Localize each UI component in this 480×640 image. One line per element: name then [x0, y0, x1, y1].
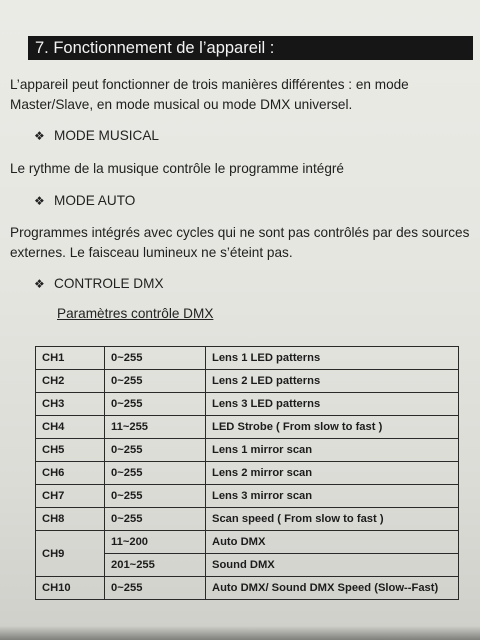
- mode-auto-heading: [34, 192, 135, 210]
- function-cell: Lens 1 LED patterns: [206, 347, 459, 370]
- channel-cell: CH10: [36, 577, 105, 600]
- table-row: [36, 531, 459, 554]
- mode-auto-description: Programmes intégrés avec cycles qui ne sont pas contrôlés par des sources externes. Le faisceau lumineux ne s’éteint pas.: [10, 225, 470, 260]
- range-cell: 11~255: [105, 416, 206, 439]
- range-cell: 0~255: [105, 577, 206, 600]
- function-cell: Lens 3 LED patterns: [206, 393, 459, 416]
- diamond-bullet-icon: ❖: [34, 277, 45, 291]
- channel-cell: CH4: [36, 416, 105, 439]
- function-cell: LED Strobe ( From slow to fast ): [206, 416, 459, 439]
- channel-cell: CH1: [36, 347, 105, 370]
- function-cell: Lens 2 mirror scan: [206, 462, 459, 485]
- range-cell: 0~255: [105, 485, 206, 508]
- function-cell: Lens 2 LED patterns: [206, 370, 459, 393]
- channel-cell: CH6: [36, 462, 105, 485]
- mode-musical-heading: [34, 127, 159, 145]
- range-cell: 201~255: [105, 554, 206, 577]
- function-cell: Auto DMX/ Sound DMX Speed (Slow--Fast): [206, 577, 459, 600]
- function-cell: Sound DMX: [206, 554, 459, 577]
- channel-cell: CH2: [36, 370, 105, 393]
- diamond-bullet-icon: ❖: [34, 194, 45, 208]
- dmx-table: [35, 346, 459, 600]
- table-row: [36, 393, 459, 416]
- diamond-bullet-icon: ❖: [34, 129, 45, 143]
- channel-cell: CH5: [36, 439, 105, 462]
- table-row: [36, 347, 459, 370]
- dmx-parameters-subtitle: Paramètres contrôle DMX: [57, 306, 214, 321]
- channel-cell: CH7: [36, 485, 105, 508]
- table-row: [36, 439, 459, 462]
- table-row: [36, 370, 459, 393]
- mode-title: MODE AUTO: [54, 193, 136, 208]
- function-cell: Auto DMX: [206, 531, 459, 554]
- function-cell: Lens 3 mirror scan: [206, 485, 459, 508]
- mode-musical-description: Le rythme de la musique contrôle le programme intégré: [10, 161, 344, 176]
- mode-title: MODE MUSICAL: [54, 128, 159, 143]
- table-row: [36, 577, 459, 600]
- table-row: [36, 416, 459, 439]
- channel-cell: CH9: [36, 531, 105, 577]
- table-row: [36, 485, 459, 508]
- controle-dmx-heading: [34, 275, 164, 293]
- table-row: [36, 508, 459, 531]
- mode-title: CONTROLE DMX: [54, 276, 164, 291]
- section-title: 7. Fonctionnement de l’appareil :: [28, 36, 473, 60]
- table-row: [36, 462, 459, 485]
- intro-paragraph: L’appareil peut fonctionner de trois manières différentes : en mode Master/Slave, en mode musical ou mode DMX universel.: [10, 77, 409, 112]
- function-cell: Lens 1 mirror scan: [206, 439, 459, 462]
- function-cell: Scan speed ( From slow to fast ): [206, 508, 459, 531]
- range-cell: 0~255: [105, 393, 206, 416]
- range-cell: 11~200: [105, 531, 206, 554]
- range-cell: 0~255: [105, 439, 206, 462]
- channel-cell: CH3: [36, 393, 105, 416]
- range-cell: 0~255: [105, 462, 206, 485]
- channel-cell: CH8: [36, 508, 105, 531]
- range-cell: 0~255: [105, 347, 206, 370]
- range-cell: 0~255: [105, 370, 206, 393]
- range-cell: 0~255: [105, 508, 206, 531]
